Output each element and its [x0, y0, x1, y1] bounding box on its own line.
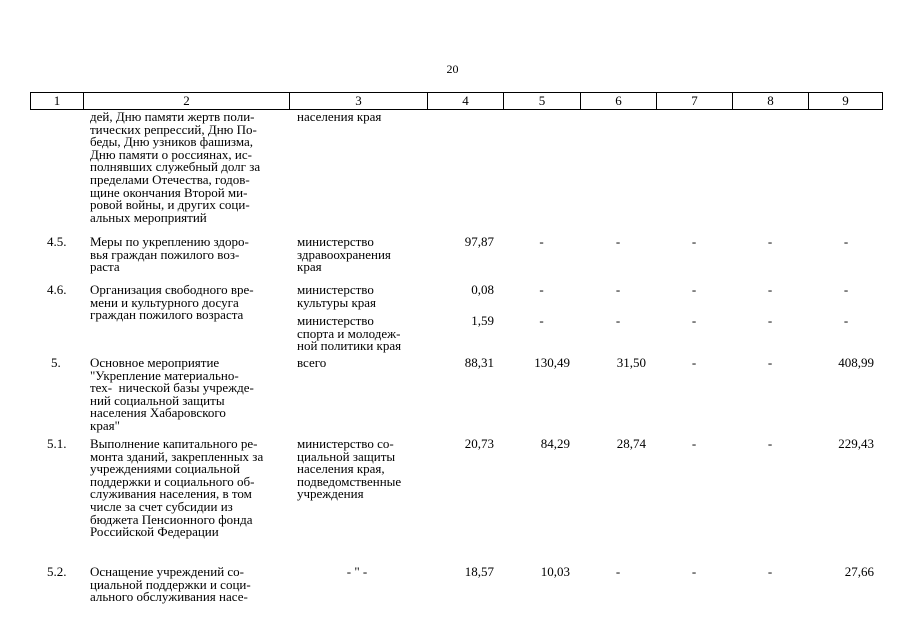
header-col-3: 3: [290, 93, 428, 109]
row-4-6b-c8: -: [767, 313, 773, 328]
row-5-name: Основное мероприятие "Укрепление материально- тех- нической базы учрежде- ний социальной защиты населения Хабаровского края": [90, 355, 254, 433]
row-5-2-num: 5.2.: [47, 564, 67, 579]
row-5-1-executor: министерство со- циальной защиты населения края, подведомственные учреждения: [297, 436, 402, 502]
row-4-6b-c5: -: [539, 313, 544, 328]
row-5-c8: -: [767, 355, 773, 370]
row-5-2-name: Оснащение учреждений со- циальной поддержки и соци- ального обслуживания насе-: [90, 564, 251, 605]
row-4-6-c4: 0,08: [471, 282, 494, 297]
row-5-1-name: Выполнение капитального ре- монта зданий, закрепленных за учреждениями социальной поддержки и социального об- служивания населения, в том числе за счет субсидии из бюджета Пенсионного фонда Российской Федерации: [90, 436, 264, 540]
row-4-5-c6: -: [615, 234, 621, 249]
row-5-2-c6: -: [615, 564, 621, 579]
row-4-6-c9: -: [843, 282, 849, 297]
row-5-2-c7: -: [691, 564, 697, 579]
row-4-5-c7: -: [691, 234, 697, 249]
header-col-7: 7: [657, 93, 733, 109]
row-4-6b-c4: 1,59: [471, 313, 494, 328]
row-4-6-num: 4.6.: [47, 282, 67, 297]
row-4-5-name: Меры по укреплению здоро- вья граждан пожилого воз- раста: [90, 234, 249, 275]
row-5-c7: -: [691, 355, 697, 370]
header-col-1: 1: [31, 93, 84, 109]
row-5-num: 5.: [51, 355, 61, 370]
row-5-1-c7: -: [691, 436, 697, 451]
row-5-1-c8: -: [767, 436, 773, 451]
row-5-c6: 31,50: [616, 355, 646, 370]
row-4-5-c5: -: [539, 234, 544, 249]
row-5-c5: 130,49: [534, 355, 570, 370]
row-4-6-executor: министерство культуры края: [297, 282, 377, 310]
header-col-9: 9: [842, 93, 849, 108]
row-cont-executor: населения края: [297, 109, 382, 124]
row-5-1-c5: 84,29: [540, 436, 570, 451]
header-col-6: 6: [581, 93, 657, 109]
row-4-6-c5: -: [539, 282, 544, 297]
row-4-6-c7: -: [691, 282, 697, 297]
row-4-5-c9: -: [843, 234, 849, 249]
row-5-1-num: 5.1.: [47, 436, 67, 451]
row-4-6-name: Организация свободного вре- мени и культурного досуга граждан пожилого возраста: [90, 282, 254, 323]
header-col-2: 2: [84, 93, 290, 109]
table-header-row: [30, 92, 883, 110]
row-4-6b-c7: -: [691, 313, 697, 328]
row-4-6b-c9: -: [843, 313, 849, 328]
row-5-2-c5: 10,03: [540, 564, 570, 579]
row-4-5-num: 4.5.: [47, 234, 67, 249]
header-col-4: 4: [428, 93, 504, 109]
row-4-6b-executor: министерство спорта и молодеж- ной политики края: [297, 313, 402, 354]
row-4-6-c6: -: [615, 282, 621, 297]
row-4-5-c8: -: [767, 234, 773, 249]
row-5-2-c4: 18,57: [464, 564, 494, 579]
row-5-1-c9: 229,43: [838, 436, 874, 451]
row-5-1-c6: 28,74: [616, 436, 646, 451]
header-col-8: 8: [733, 93, 809, 109]
row-5-2-c8: -: [767, 564, 773, 579]
row-5-2-executor: - " -: [346, 564, 368, 579]
row-4-6-c8: -: [767, 282, 773, 297]
row-4-5-c4: 97,87: [464, 234, 494, 249]
row-cont-name: дей, Дню памяти жертв поли- тических репрессий, Дню По- беды, Дню узников фашизма, Дню памяти о россиянах, ис- полнявших служебный долг за пределами Отечества, годов- щине окончания Второй ми- ровой войны, и других соци- альных мероприятий: [90, 109, 261, 225]
row-5-c9: 408,99: [838, 355, 874, 370]
row-4-5-executor: министерство здравоохранения края: [297, 234, 391, 275]
row-5-1-c4: 20,73: [464, 436, 494, 451]
row-4-6b-c6: -: [615, 313, 621, 328]
row-5-c4: 88,31: [464, 355, 494, 370]
header-col-5: 5: [504, 93, 581, 109]
row-5-executor: всего: [297, 355, 327, 370]
row-5-2-c9: 27,66: [844, 564, 874, 579]
page-number: 20: [446, 62, 459, 76]
